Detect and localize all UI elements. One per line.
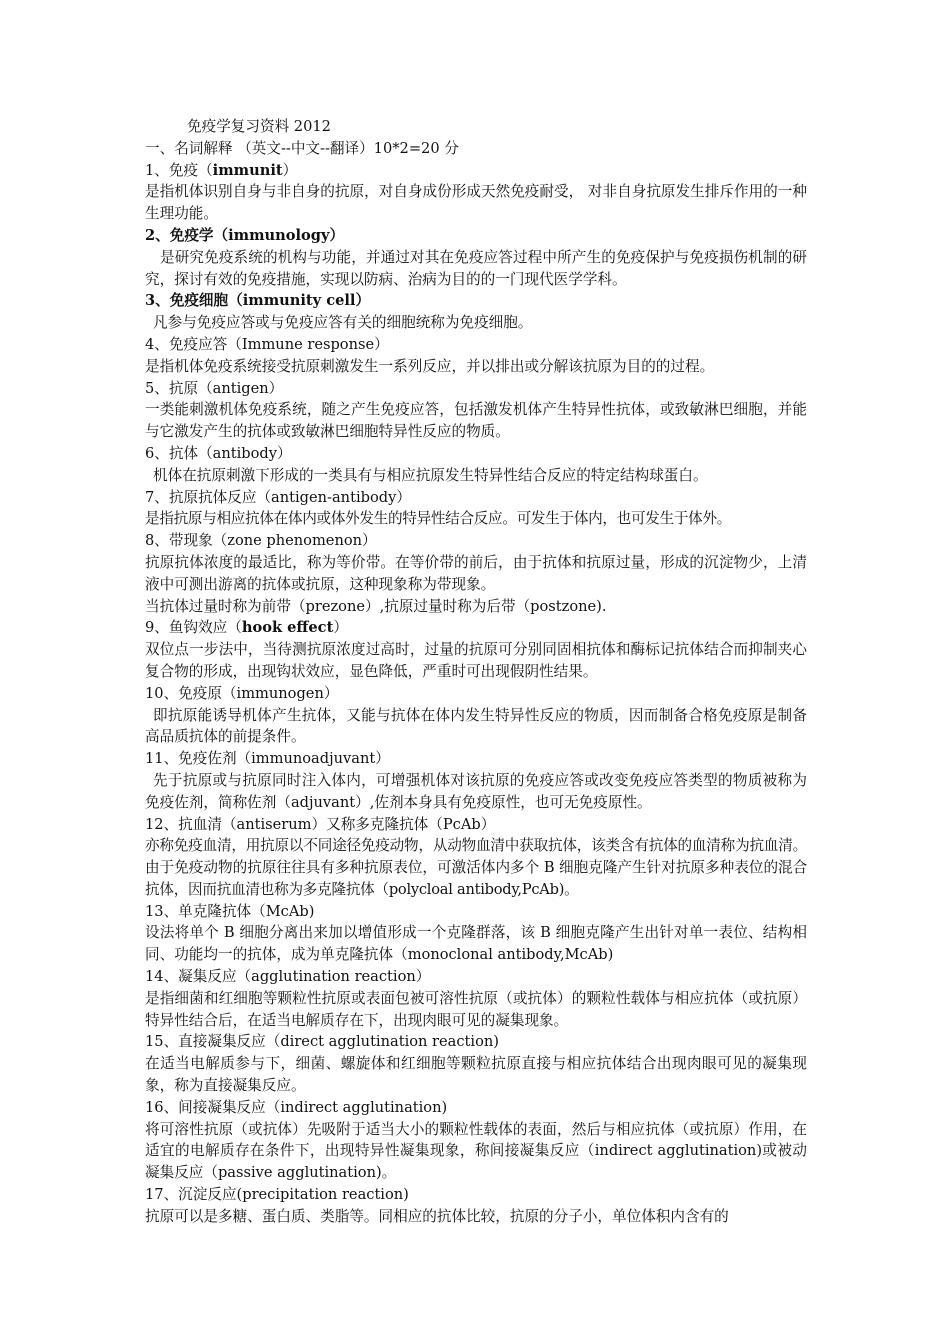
term-heading-8: 8、带现象（zone phenomenon）	[145, 532, 377, 550]
term-heading-16: 16、间接凝集反应（indirect agglutination)	[145, 1098, 448, 1116]
term-definition-10: 即抗原能诱导机体产生抗体，又能与抗体在体内发生特异性反应的物质，因而制备合格免疫原是制备高品质抗体的前提条件。	[145, 706, 807, 746]
term-definition-4: 是指机体免疫系统接受抗原刺激发生一系列反应，并以排出或分解该抗原为目的的过程。	[145, 357, 715, 375]
term-definition-15: 在适当电解质参与下，细菌、螺旋体和红细胞等颗粒抗原直接与相应抗体结合出现肉眼可见的凝集现象，称为直接凝集反应。	[145, 1055, 807, 1095]
term-definition-6: 机体在抗原刺激下形成的一类具有与相应抗原发生特异性结合反应的特定结构球蛋白。	[153, 466, 708, 484]
term-definition-2: 是研究免疫系统的机构与功能，并通过对其在免疫应答过程中所产生的免疫保护与免疫损伤机制的研究，探讨有效的免疫措施，实现以防病、治病为目的的一门现代医学学科。	[145, 248, 807, 288]
term-heading-5: 5、抗原（antigen）	[145, 379, 284, 397]
term-definition-8-note: 当抗体过量时称为前带（prezone）,抗原过量时称为后带（postzone).	[145, 597, 607, 615]
term-heading-12: 12、抗血清（antiserum）又称多克隆抗体（PcAb）	[145, 815, 496, 833]
term-heading-14: 14、凝集反应（agglutination reaction）	[145, 968, 431, 986]
term-heading-4: 4、免疫应答（Immune response）	[145, 335, 389, 353]
term-definition-3: 凡参与免疫应答或与免疫应答有关的细胞统称为免疫细胞。	[153, 314, 533, 332]
term-definition-13: 设法将单个 B 细胞分离出来加以增值形成一个克隆群落，该 B 细胞克隆产生出针对单一表位、结构相同、功能均一的抗体，成为单克隆抗体（monoclonal antibody,McAb)	[145, 924, 807, 964]
term-definition-17: 抗原可以是多糖、蛋白质、类脂等。同相应的抗体比较，抗原的分子小，单位体积内含有的	[145, 1207, 729, 1225]
term-heading-13: 13、单克隆抗体（McAb)	[145, 902, 315, 920]
term-definition-8: 抗原抗体浓度的最适比，称为等价带。在等价带的前后，由于抗体和抗原过量，形成的沉淀物少，上清液中可测出游离的抗体或抗原，这种现象称为带现象。	[145, 553, 807, 593]
term-definition-5: 一类能刺激机体免疫系统，随之产生免疫应答，包括激发机体产生特异性抗体，或致敏淋巴细胞，并能与它激发产生的抗体或致敏淋巴细胞特异性反应的物质。	[145, 401, 807, 441]
term-definition-11: 先于抗原或与抗原同时注入体内，可增强机体对该抗原的免疫应答或改变免疫应答类型的物质被称为免疫佐剂，简称佐剂（adjuvant）,佐剂本身具有免疫原性，也可无免疫原性。	[145, 771, 807, 811]
term-heading-9: 9、鱼钩效应（hook effect）	[145, 619, 348, 637]
document-body	[145, 116, 807, 1228]
term-definition-9: 双位点一步法中，当待测抗原浓度过高时，过量的抗原可分别同固相抗体和酶标记抗体结合而抑制夹心复合物的形成，出现钩状效应，显色降低，严重时可出现假阴性结果。	[145, 641, 807, 680]
term-definition-14: 是指细菌和红细胞等颗粒性抗原或表面包被可溶性抗原（或抗体）的颗粒性载体与相应抗体（或抗原）特异性结合后，在适当电解质存在下，出现肉眼可见的凝集现象。	[145, 989, 807, 1029]
term-heading-1: 1、免疫（immunit）	[145, 161, 298, 179]
term-heading-7: 7、抗原抗体反应（antigen-antibody）	[145, 488, 411, 506]
term-definition-7: 是指抗原与相应抗体在体内或体外发生的特异性结合反应。可发生于体内，也可发生于体外。	[145, 510, 732, 528]
term-heading-11: 11、免疫佐剂（immunoadjuvant）	[145, 750, 390, 768]
term-heading-3: 3、免疫细胞（immunity cell）	[145, 292, 371, 310]
term-heading-15: 15、直接凝集反应（direct agglutination reaction)	[145, 1033, 499, 1051]
section-heading: 一、名词解释 （英文--中文--翻译）10*2=20 分	[145, 139, 459, 157]
term-definition-12: 亦称免疫血清，用抗原以不同途径免疫动物，从动物血清中获取抗体，该类含有抗体的血清称为抗血清。由于免疫动物的抗原往往具有多种抗原表位，可激活体内多个 B 细胞克隆产生针对抗原多种表位的混合抗体，因而抗血清也称为多克隆抗体（polycloal antibody,PcAb)。	[145, 837, 807, 898]
term-definition-1: 是指机体识别自身与非自身的抗原，对自身成份形成天然免疫耐受， 对非自身抗原发生排斥作用的一种生理功能。	[145, 183, 807, 223]
term-heading-6: 6、抗体（antibody）	[145, 444, 292, 462]
document-title: 免疫学复习资料 2012	[187, 118, 331, 135]
term-heading-17: 17、沉淀反应(precipitation reaction)	[145, 1186, 409, 1204]
term-heading-10: 10、免疫原（immunogen）	[145, 684, 339, 702]
term-definition-16: 将可溶性抗原（或抗体）先吸附于适当大小的颗粒性载体的表面，然后与相应抗体（或抗原）作用，在适宜的电解质存在条件下，出现特异性凝集现象，称间接凝集反应（indirect agglutination)或被动凝集反应（passive agglutination)。	[145, 1120, 807, 1182]
term-heading-2: 2、免疫学（immunology）	[145, 226, 345, 244]
